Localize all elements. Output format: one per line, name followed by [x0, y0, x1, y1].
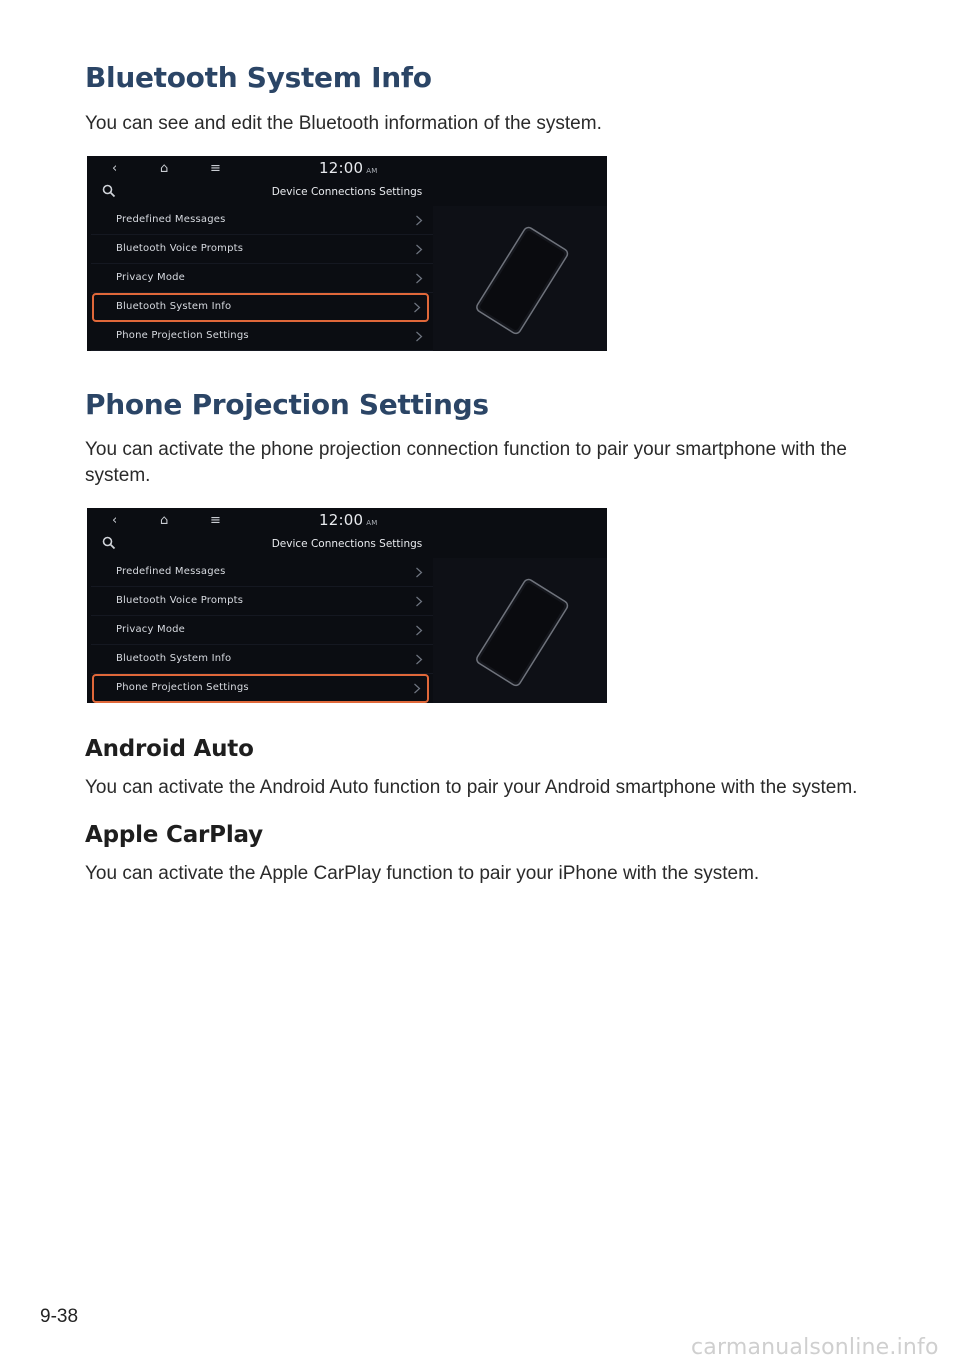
chevron-right-icon: [413, 302, 421, 313]
screenshot-phone-projection-settings: [87, 508, 607, 703]
chevron-right-icon: [415, 654, 423, 665]
back-icon[interactable]: ‹: [112, 513, 118, 528]
phone-illustration-pane: [433, 558, 607, 703]
menu-item[interactable]: [92, 674, 429, 703]
search-icon[interactable]: [102, 184, 116, 198]
heading-bluetooth-system-info: Bluetooth System Info: [85, 61, 432, 94]
menu-item-label: Bluetooth System Info: [116, 653, 232, 664]
chevron-right-icon: [415, 596, 423, 607]
top-bar: [87, 508, 607, 536]
chevron-right-icon: [413, 683, 421, 694]
screen-title: Device Connections Settings: [271, 186, 423, 198]
menu-item-label: Privacy Mode: [116, 272, 186, 283]
top-bar: [87, 156, 607, 184]
menu-item[interactable]: [91, 206, 433, 235]
menu-item-label: Phone Projection Settings: [116, 682, 249, 693]
search-icon[interactable]: [102, 536, 116, 550]
menu-item[interactable]: [91, 264, 433, 293]
description-apple-carplay: You can activate the Apple CarPlay function to pair your iPhone with the system.: [85, 863, 760, 884]
phone-icon: [473, 578, 573, 688]
heading-apple-carplay: Apple CarPlay: [85, 822, 263, 848]
settings-menu: [91, 206, 433, 351]
menu-item[interactable]: [91, 235, 433, 264]
description-bluetooth-system-info: You can see and edit the Bluetooth information of the system.: [85, 113, 602, 134]
chevron-right-icon: [415, 244, 423, 255]
menu-item[interactable]: [91, 558, 433, 587]
menu-item-label: Bluetooth Voice Prompts: [116, 243, 244, 254]
menu-icon[interactable]: ≡: [210, 161, 221, 176]
heading-phone-projection-settings: Phone Projection Settings: [85, 388, 489, 421]
clock: 12:00 AM: [319, 511, 378, 529]
page-number: 9-38: [40, 1306, 79, 1327]
home-icon[interactable]: ⌂: [160, 513, 169, 528]
menu-item[interactable]: [91, 322, 433, 351]
phone-illustration-pane: [433, 206, 607, 351]
home-icon[interactable]: ⌂: [160, 161, 169, 176]
menu-item[interactable]: [91, 616, 433, 645]
phone-icon: [473, 226, 573, 336]
menu-item-label: Predefined Messages: [116, 214, 226, 225]
menu-item-label: Bluetooth Voice Prompts: [116, 595, 244, 606]
description-phone-projection-settings: You can activate the phone projection connection function to pair your smartphone with the system.: [85, 439, 847, 486]
watermark: carmanualsonline.info: [691, 1335, 939, 1360]
chevron-right-icon: [415, 215, 423, 226]
menu-item-label: Predefined Messages: [116, 566, 226, 577]
menu-item[interactable]: [92, 293, 429, 322]
menu-icon[interactable]: ≡: [210, 513, 221, 528]
settings-menu: [91, 558, 433, 703]
menu-item[interactable]: [91, 645, 433, 674]
chevron-right-icon: [415, 331, 423, 342]
clock: 12:00 AM: [319, 159, 378, 177]
chevron-right-icon: [415, 273, 423, 284]
menu-item-label: Phone Projection Settings: [116, 330, 249, 341]
menu-item-label: Privacy Mode: [116, 624, 186, 635]
heading-android-auto: Android Auto: [85, 736, 254, 762]
chevron-right-icon: [415, 567, 423, 578]
screenshot-bluetooth-system-info: [87, 156, 607, 351]
menu-item[interactable]: [91, 587, 433, 616]
chevron-right-icon: [415, 625, 423, 636]
description-android-auto: You can activate the Android Auto function to pair your Android smartphone with the system.: [85, 777, 858, 798]
back-icon[interactable]: ‹: [112, 161, 118, 176]
screen-title: Device Connections Settings: [271, 538, 423, 550]
menu-item-label: Bluetooth System Info: [116, 301, 232, 312]
